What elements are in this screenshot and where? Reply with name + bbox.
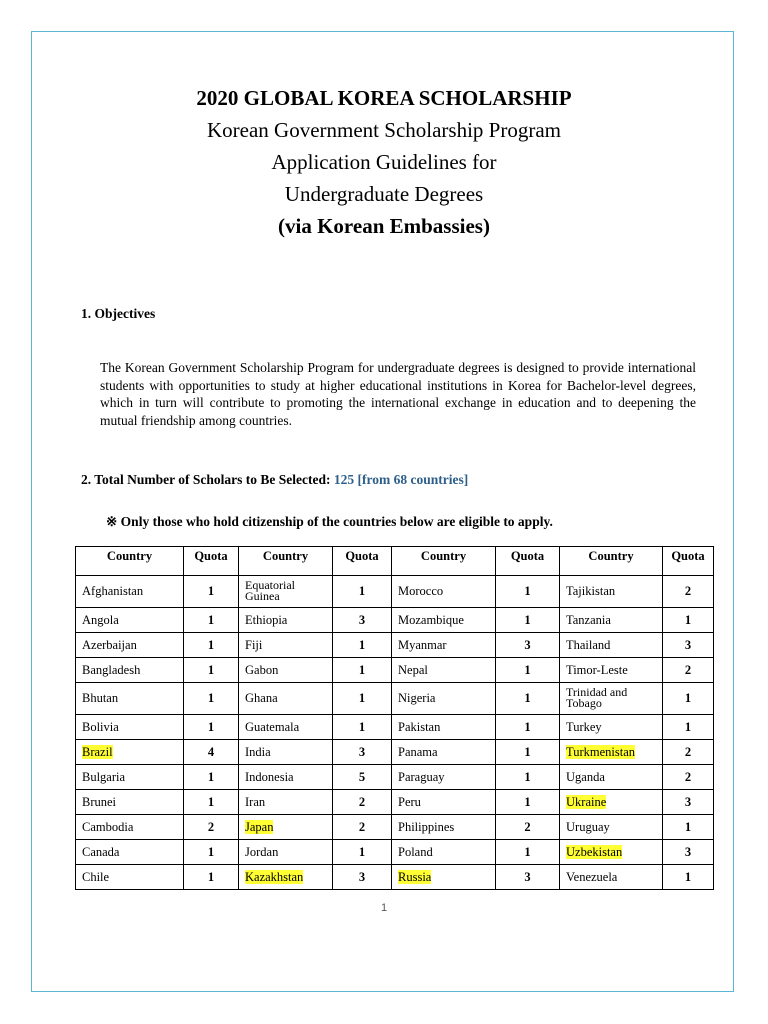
country-cell	[76, 576, 184, 608]
quota-cell: 1	[496, 740, 560, 765]
quota-cell: 2	[663, 658, 714, 683]
country-name: Thailand	[566, 637, 611, 652]
country-name: Indonesia	[245, 769, 294, 784]
total-scholars-heading	[81, 472, 468, 488]
quota-cell: 1	[496, 658, 560, 683]
country-cell	[76, 865, 184, 890]
quota-cell: 3	[663, 840, 714, 865]
table-row	[76, 576, 714, 608]
quota-cell: 3	[663, 790, 714, 815]
country-cell	[560, 815, 663, 840]
country-cell	[239, 840, 333, 865]
quota-cell: 1	[663, 865, 714, 890]
country-cell	[76, 790, 184, 815]
country-name: Paraguay	[398, 769, 445, 784]
country-name: Afghanistan	[82, 584, 144, 598]
country-name: Poland	[398, 844, 433, 859]
quota-cell: 1	[496, 715, 560, 740]
program-name: Korean Government Scholarship Program	[207, 118, 561, 142]
quota-cell: 2	[333, 815, 392, 840]
country-name: Bhutan	[82, 691, 119, 705]
country-name: Uzbekistan	[566, 844, 623, 859]
country-cell	[239, 608, 333, 633]
quota-cell: 1	[184, 840, 239, 865]
country-name: Morocco	[398, 584, 444, 598]
quota-cell: 1	[184, 790, 239, 815]
quota-cell: 1	[496, 790, 560, 815]
quota-cell: 3	[496, 865, 560, 890]
total-scholars-value: 125 [from 68 countries]	[333, 472, 469, 487]
country-cell	[560, 765, 663, 790]
country-name: Mozambique	[398, 612, 464, 627]
subtitle-line-3: (via Korean Embassies)	[278, 214, 490, 238]
country-cell	[392, 715, 496, 740]
country-cell	[560, 576, 663, 608]
country-name: India	[245, 744, 271, 759]
country-cell	[560, 790, 663, 815]
page-number: 1	[380, 902, 388, 914]
quota-cell: 1	[184, 715, 239, 740]
country-name: Peru	[398, 794, 421, 809]
header-quota: Quota	[496, 547, 560, 576]
country-cell	[239, 715, 333, 740]
country-name: Panama	[398, 744, 438, 759]
quota-cell: 1	[333, 576, 392, 608]
country-name: Ghana	[245, 691, 278, 705]
country-cell	[239, 683, 333, 715]
country-cell	[392, 740, 496, 765]
country-cell	[560, 658, 663, 683]
country-name: Nigeria	[398, 691, 436, 705]
quota-cell: 2	[663, 576, 714, 608]
table-row	[76, 683, 714, 715]
quota-cell: 3	[496, 633, 560, 658]
country-cell	[560, 683, 663, 715]
quota-cell: 2	[663, 765, 714, 790]
quota-cell: 2	[333, 790, 392, 815]
header-quota: Quota	[184, 547, 239, 576]
country-cell	[560, 865, 663, 890]
country-cell	[239, 633, 333, 658]
country-name: Bolivia	[82, 719, 119, 734]
country-name: Ethiopia	[245, 612, 288, 627]
country-name: Venezuela	[566, 869, 618, 884]
quota-cell: 1	[333, 840, 392, 865]
country-name: Cambodia	[82, 819, 134, 834]
table-row	[76, 658, 714, 683]
country-cell	[239, 865, 333, 890]
country-cell	[76, 740, 184, 765]
country-cell	[76, 815, 184, 840]
table-body	[76, 576, 714, 890]
country-name: Azerbaijan	[82, 637, 137, 652]
country-name: Tanzania	[566, 612, 611, 627]
country-cell	[392, 608, 496, 633]
country-name: Gabon	[245, 662, 279, 677]
country-cell	[560, 608, 663, 633]
country-cell	[560, 715, 663, 740]
country-cell	[76, 658, 184, 683]
objectives-heading: 1. Objectives	[81, 306, 156, 321]
country-name: Equatorial Guinea	[245, 577, 295, 603]
table-row	[76, 790, 714, 815]
header-quota: Quota	[333, 547, 392, 576]
table-row	[76, 715, 714, 740]
country-name: Kazakhstan	[245, 869, 304, 884]
country-cell	[560, 633, 663, 658]
country-name: Bangladesh	[82, 662, 141, 677]
subtitle-line-2: Undergraduate Degrees	[284, 182, 484, 206]
country-cell	[392, 633, 496, 658]
quota-cell: 1	[663, 683, 714, 715]
table-row	[76, 740, 714, 765]
country-cell	[392, 765, 496, 790]
country-name: Philippines	[398, 819, 455, 834]
country-cell	[76, 633, 184, 658]
header-quota: Quota	[663, 547, 714, 576]
quota-cell: 1	[663, 815, 714, 840]
quota-cell: 2	[496, 815, 560, 840]
country-name: Jordan	[245, 844, 279, 859]
quota-cell: 3	[333, 740, 392, 765]
total-scholars-label: 2. Total Number of Scholars to Be Selected:	[81, 472, 331, 487]
country-name: Uruguay	[566, 819, 610, 834]
quota-cell: 1	[333, 683, 392, 715]
country-name: Chile	[82, 869, 110, 884]
quota-cell: 1	[663, 715, 714, 740]
quota-cell: 1	[184, 865, 239, 890]
country-cell	[392, 576, 496, 608]
country-cell	[239, 658, 333, 683]
country-cell	[239, 765, 333, 790]
country-cell	[560, 740, 663, 765]
quota-cell: 1	[663, 608, 714, 633]
table-row	[76, 815, 714, 840]
quota-cell: 1	[496, 840, 560, 865]
country-cell	[560, 840, 663, 865]
country-name: Bulgaria	[82, 769, 126, 784]
country-name: Timor-Leste	[566, 662, 628, 677]
country-cell	[392, 865, 496, 890]
header-country: Country	[392, 547, 496, 576]
quota-cell: 3	[333, 865, 392, 890]
country-cell	[76, 608, 184, 633]
country-cell	[392, 840, 496, 865]
country-name: Fiji	[245, 637, 263, 652]
country-name: Pakistan	[398, 719, 441, 734]
title-block	[0, 82, 768, 242]
quota-cell: 1	[333, 715, 392, 740]
country-name: Canada	[82, 844, 120, 859]
country-quota-table	[75, 546, 714, 890]
country-cell	[392, 815, 496, 840]
header-country: Country	[560, 547, 663, 576]
country-cell	[392, 790, 496, 815]
eligibility-note: ※ Only those who hold citizenship of the countries below are eligible to apply.	[106, 514, 553, 529]
quota-cell: 1	[184, 765, 239, 790]
country-name: Turkmenistan	[566, 744, 635, 759]
country-name: Trinidad and Tobago	[566, 684, 628, 710]
table-row	[76, 840, 714, 865]
country-name: Japan	[245, 819, 274, 834]
country-name: Angola	[82, 612, 119, 627]
country-cell	[76, 840, 184, 865]
quota-cell: 1	[333, 658, 392, 683]
quota-cell: 1	[496, 765, 560, 790]
country-cell	[76, 715, 184, 740]
quota-cell: 3	[663, 633, 714, 658]
objectives-paragraph: The Korean Government Scholarship Program for undergraduate degrees is designed to provide international students with opportunities to study at higher educational institutions in Korea for Bachelor-level degrees, which in turn will contribute to promoting the international exchange in education and to deepening the mutual friendship among countries.	[100, 360, 696, 428]
country-name: Brazil	[82, 744, 113, 759]
country-name: Russia	[398, 869, 432, 884]
quota-cell: 1	[496, 683, 560, 715]
quota-cell: 3	[333, 608, 392, 633]
country-cell	[239, 740, 333, 765]
country-cell	[392, 683, 496, 715]
country-cell	[239, 815, 333, 840]
table-row	[76, 765, 714, 790]
quota-cell: 1	[184, 576, 239, 608]
table-row	[76, 865, 714, 890]
country-cell	[239, 576, 333, 608]
subtitle-line-1: Application Guidelines for	[271, 150, 497, 174]
country-cell	[392, 658, 496, 683]
quota-cell: 2	[184, 815, 239, 840]
country-name: Guatemala	[245, 719, 300, 734]
country-name: Nepal	[398, 662, 428, 677]
country-name: Iran	[245, 794, 266, 809]
quota-cell: 1	[496, 576, 560, 608]
country-name: Uganda	[566, 769, 605, 784]
country-name: Turkey	[566, 719, 602, 734]
header-country: Country	[76, 547, 184, 576]
country-name: Myanmar	[398, 637, 447, 652]
quota-cell: 1	[333, 633, 392, 658]
quota-cell: 1	[496, 608, 560, 633]
country-name: Ukraine	[566, 794, 607, 809]
table-row	[76, 608, 714, 633]
country-name: Tajikistan	[566, 584, 616, 598]
quota-cell: 1	[184, 683, 239, 715]
quota-cell: 1	[184, 633, 239, 658]
country-cell	[76, 683, 184, 715]
table-row	[76, 633, 714, 658]
quota-cell: 5	[333, 765, 392, 790]
country-name: Brunei	[82, 794, 117, 809]
quota-cell: 2	[663, 740, 714, 765]
country-cell	[239, 790, 333, 815]
quota-cell: 1	[184, 608, 239, 633]
table-header-row	[76, 547, 714, 576]
quota-cell: 1	[184, 658, 239, 683]
header-country: Country	[239, 547, 333, 576]
country-cell	[76, 765, 184, 790]
quota-cell: 4	[184, 740, 239, 765]
document-title: 2020 GLOBAL KOREA SCHOLARSHIP	[196, 86, 572, 110]
